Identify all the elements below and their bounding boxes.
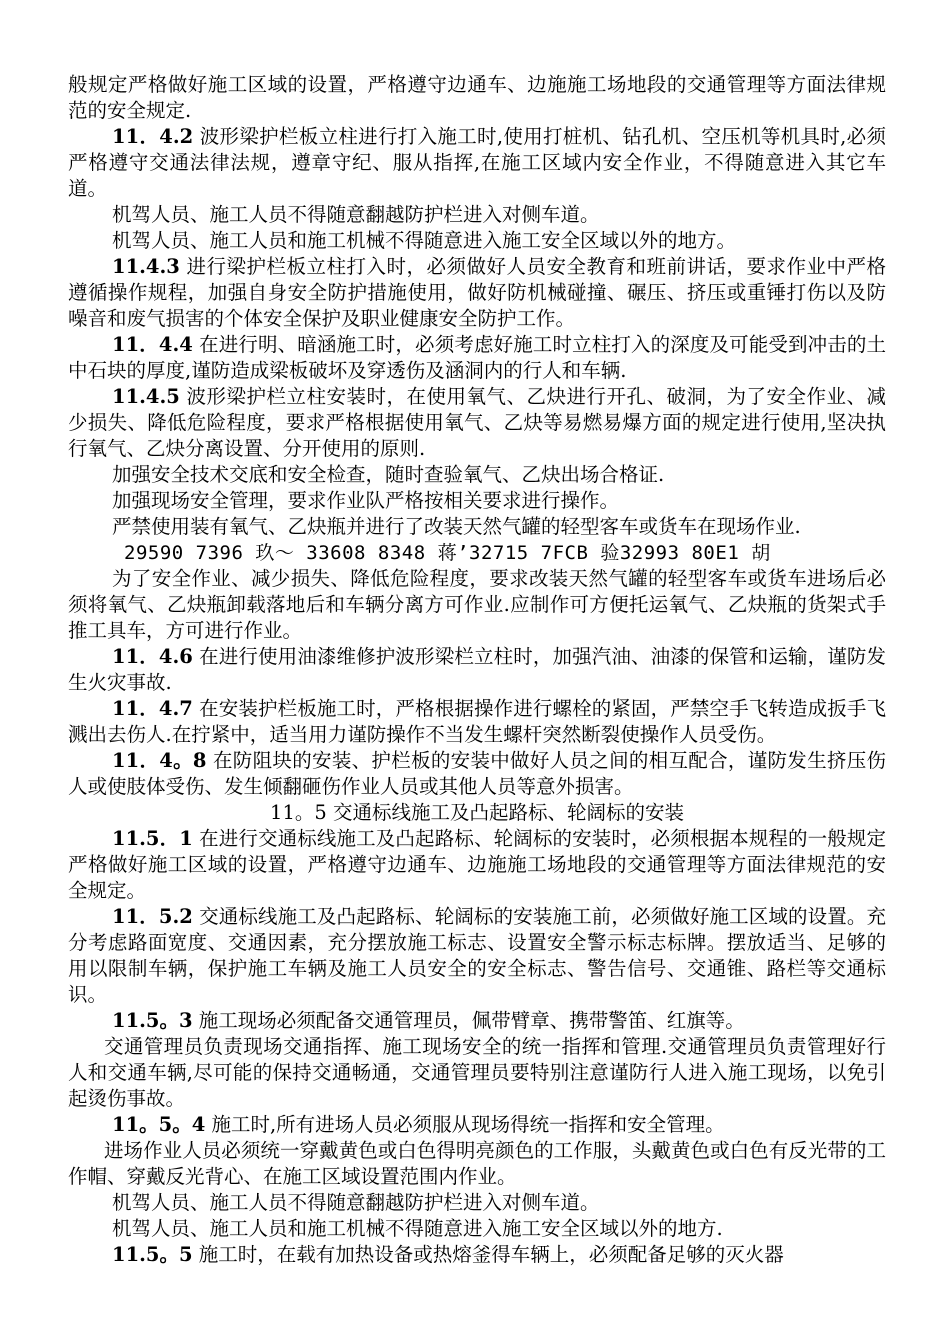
section-paragraph (68, 254, 886, 332)
body-paragraph (68, 1216, 886, 1242)
paragraph-text: 机驾人员、施工人员不得随意翻越防护栏进入对侧车道。 (112, 203, 600, 226)
paragraph-text: 般规定严格做好施工区域的设置，严格遵守边通车、边施施工场地段的交通管理等方面法律规范的安全规定. (68, 73, 886, 122)
section-number: 11．4.6 (112, 645, 193, 668)
section-paragraph (68, 1112, 886, 1138)
paragraph-text: 为了安全作业、减少损失、降低危险程度，要求改装天然气罐的轻型客车或货车进场后必须将氧气、乙炔瓶卸载落地后和车辆分离方可作业.应制作可方便托运氧气、乙炔瓶的货架式手推工具车，方可进行作业。 (68, 567, 886, 642)
paragraph-text: 机驾人员、施工人员不得随意翻越防护栏进入对侧车道。 (112, 1191, 600, 1214)
section-heading (68, 800, 886, 826)
paragraph-text: 在进行使用油漆维修护波形梁栏立柱时，加强汽油、油漆的保管和运输，谨防发生火灾事故. (68, 645, 887, 694)
section-number: 11.5。5 (112, 1243, 193, 1266)
section-number: 11。5。4 (112, 1113, 206, 1136)
paragraph-text: 严禁使用装有氧气、乙炔瓶并进行了改装天然气罐的轻型客车或货车在现场作业. (112, 515, 801, 538)
body-paragraph (68, 566, 886, 644)
section-number: 11.5。3 (112, 1009, 193, 1032)
section-paragraph (68, 1008, 886, 1034)
paragraph-text: 进行梁护栏板立柱打入时，必须做好人员安全教育和班前讲话，要求作业中严格遵循操作规程，加强自身安全防护措施使用，做好防机械碰撞、碾压、挤压或重锤打伤以及防噪音和废气损害的个体安全保护及职业健康安全防护工作。 (68, 255, 886, 330)
paragraph-text: 交通管理员负责现场交通指挥、施工现场安全的统一指挥和管理.交通管理员负责管理好行人和交通车辆,尽可能的保持交通畅通，交通管理员要特别注意谨防行人进入施工现场，以免引起烫伤事故。 (68, 1035, 886, 1110)
section-paragraph (68, 644, 886, 696)
paragraph-text: 施工时，在载有加热设备或热熔釜得车辆上，必须配备足够的灭火器 (192, 1243, 784, 1266)
paragraph-text: 加强安全技术交底和安全检查，随时查验氧气、乙炔出场合格证. (112, 463, 665, 486)
body-paragraph (68, 72, 886, 124)
paragraph-text: 波形梁护栏立柱安装时，在使用氧气、乙炔进行开孔、破洞，为了安全作业、减少损失、降低危险程度，要求严格根据使用氧气、乙炔等易燃易爆方面的规定进行使用,坚决执行氧气、乙炔分离设置、分开使用的原则. (68, 385, 886, 460)
body-paragraph (68, 514, 886, 540)
section-paragraph (68, 904, 886, 1008)
paragraph-text: 在防阻块的安装、护栏板的安装中做好人员之间的相互配合，谨防发生挤压伤人或使肢体受伤、发生倾翻砸伤作业人员或其他人员等意外损害。 (68, 749, 887, 798)
section-paragraph (68, 384, 886, 462)
paragraph-text: 在安装护栏板施工时，严格根据操作进行螺栓的紧固，严禁空手飞转造成扳手飞溅出去伤人.在拧紧中，适当用力谨防操作不当发生螺杆突然断裂使操作人员受伤。 (68, 697, 887, 746)
paragraph-text: 施工现场必须配备交通管理员，佩带臂章、携带警笛、红旗等。 (192, 1009, 745, 1032)
document-page (68, 72, 886, 1268)
paragraph-text: 机驾人员、施工人员和施工机械不得随意进入施工安全区域以外的地方. (112, 1217, 723, 1240)
paragraph-text: 进场作业人员必须统一穿戴黄色或白色得明亮颜色的工作服，头戴黄色或白色有反光带的工作帽、穿戴反光背心、在施工区域设置范围内作业。 (68, 1139, 886, 1188)
body-paragraph (68, 202, 886, 228)
section-paragraph (68, 696, 886, 748)
body-paragraph (68, 1034, 886, 1112)
section-number: 11．5.2 (112, 905, 193, 928)
body-paragraph (68, 1190, 886, 1216)
paragraph-text: 加强现场安全管理，要求作业队严格按相关要求进行操作。 (112, 489, 620, 512)
paragraph-text: 在进行交通标线施工及凸起路标、轮阔标的安装时，必须根据本规程的一般规定严格做好施工区域的设置，严格遵守边通车、边施施工场地段的交通管理等方面法律规范的安全规定。 (68, 827, 887, 902)
section-number: 11．4.4 (112, 333, 193, 356)
paragraph-text: 11。5 交通标线施工及凸起路标、轮阔标的安装 (270, 801, 684, 824)
section-number: 11.5．1 (112, 827, 193, 850)
section-paragraph (68, 748, 886, 800)
section-number: 11．4.7 (112, 697, 193, 720)
body-paragraph (68, 228, 886, 254)
paragraph-text: 在进行明、暗涵施工时，必须考虑好施工时立柱打入的深度及可能受到冲击的土中石块的厚度,谨防造成梁板破坏及穿透伤及涵洞内的行人和车辆. (68, 333, 887, 382)
section-paragraph (68, 124, 886, 202)
section-number: 11．4.2 (112, 125, 194, 148)
section-paragraph (68, 826, 886, 904)
body-paragraph (68, 540, 886, 566)
section-paragraph (68, 332, 886, 384)
body-paragraph (68, 1138, 886, 1190)
body-paragraph (68, 462, 886, 488)
section-paragraph (68, 1242, 886, 1268)
paragraph-text: 交通标线施工及凸起路标、轮阔标的安装施工前，必须做好施工区域的设置。充分考虑路面宽度、交通因素，充分摆放施工标志、设置安全警示标志标牌。摆放适当、足够的用以限制车辆，保护施工车辆及施工人员安全的安全标志、警告信号、交通锥、路栏等交通标识。 (68, 905, 887, 1006)
section-number: 11.4.3 (112, 255, 180, 278)
paragraph-text: 29590 7396 玖～ 33608 8348 蒋’32715 7FCB 验32993 80E1 胡 (124, 542, 771, 564)
paragraph-text: 波形梁护栏板立柱进行打入施工时,使用打桩机、钻孔机、空压机等机具时,必须严格遵守交通法律法规，遵章守纪、服从指挥,在施工区域内安全作业，不得随意进入其它车道。 (68, 125, 886, 200)
section-number: 11.4.5 (112, 385, 180, 408)
section-number: 11．4。8 (112, 749, 207, 772)
paragraph-text: 机驾人员、施工人员和施工机械不得随意进入施工安全区域以外的地方。 (112, 229, 737, 252)
paragraph-text: 施工时,所有进场人员必须服从现场得统一指挥和安全管理。 (205, 1113, 725, 1136)
body-paragraph (68, 488, 886, 514)
